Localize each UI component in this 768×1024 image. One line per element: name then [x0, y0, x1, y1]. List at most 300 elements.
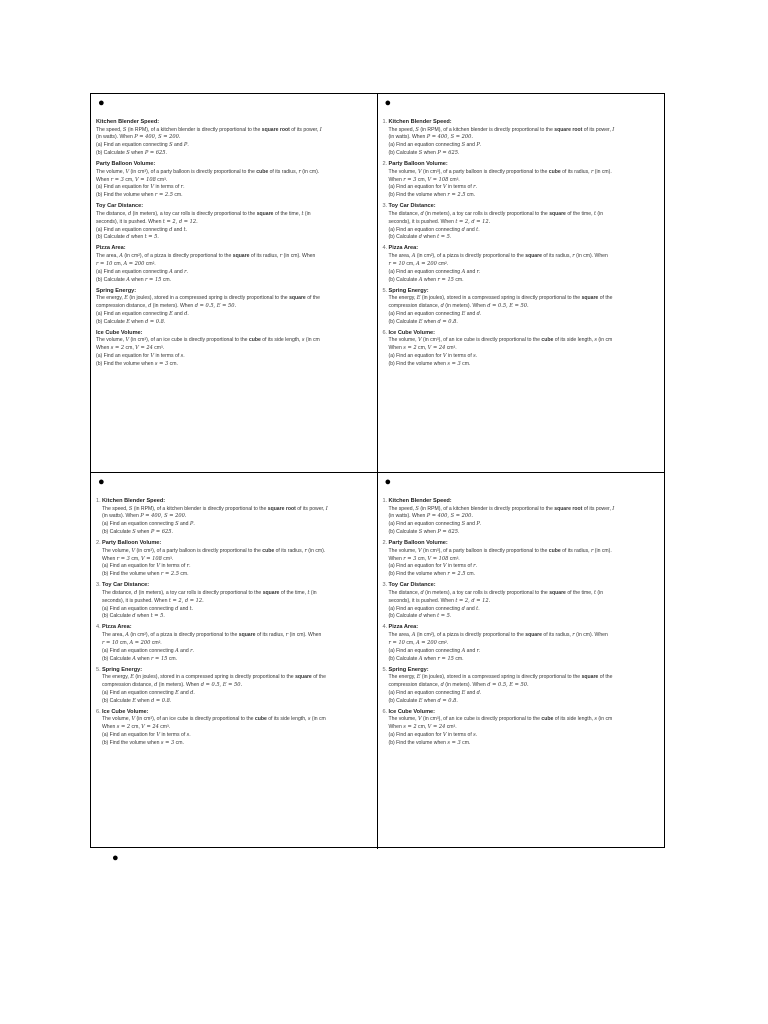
text-run: .: [163, 613, 165, 620]
text-run: when: [422, 276, 438, 283]
text-run: The speed,: [388, 126, 416, 133]
problem-number: 5.: [382, 287, 388, 294]
problem-title: [96, 666, 377, 675]
problem-title: [382, 287, 665, 296]
math-expression: V: [125, 168, 130, 175]
text-run: (a) Find an equation connecting: [102, 689, 176, 696]
text-run: compression distance,: [96, 302, 149, 309]
problem-line: [389, 261, 665, 269]
text-run: When: [96, 345, 111, 352]
text-run: .: [193, 521, 195, 528]
math-expression: V: [150, 184, 155, 191]
cell-bullet: ●: [384, 97, 392, 109]
text-run: The volume,: [102, 716, 132, 723]
emphasis-text: square: [549, 589, 566, 596]
problem-item: [382, 161, 665, 200]
problem-title: [382, 329, 665, 338]
text-run: (a) Find an equation connecting: [96, 226, 170, 233]
math-expression: d: [154, 681, 158, 688]
problem-title: [382, 540, 665, 548]
problem-line: [102, 590, 377, 598]
problem-title-text: Kitchen Blender Speed:: [96, 119, 160, 125]
text-run: (in cm). When: [574, 252, 608, 259]
problem-item: [96, 624, 377, 663]
text-run: (in cm: [304, 337, 320, 344]
emphasis-text: square: [581, 674, 599, 680]
text-run: (a) Find an equation for: [388, 731, 443, 738]
text-run: (in: [309, 589, 317, 596]
text-run: .: [479, 647, 481, 654]
math-expression: r: [590, 547, 594, 554]
text-run: (in RPM), of a kitchen blender is directly proportional to the: [418, 126, 555, 133]
problem-line: [102, 521, 377, 529]
problem-line: [102, 513, 377, 521]
text-run: (in meters). When: [157, 681, 201, 688]
math-expression: d: [134, 589, 138, 596]
text-run: .: [479, 268, 481, 275]
problem-line: [96, 319, 377, 327]
problem-line: [96, 192, 377, 200]
text-run: in terms of: [446, 563, 474, 570]
problem-number: 1.: [382, 498, 388, 504]
text-run: in terms of: [446, 184, 474, 191]
problem-line: [389, 134, 665, 142]
text-run: cm,: [416, 724, 428, 731]
problem-line: [102, 606, 377, 614]
math-expression: s: [473, 352, 476, 359]
text-run: when: [422, 697, 438, 704]
problem-line: [389, 177, 665, 185]
text-run: (a) Find an equation connecting: [388, 689, 462, 696]
math-expression: A: [461, 647, 466, 654]
math-expression: E: [461, 689, 466, 696]
math-expression: s = 3: [154, 360, 169, 367]
problem-item: [96, 330, 377, 369]
text-run: when: [129, 150, 145, 157]
problem-title-text: Spring Energy:: [102, 666, 143, 673]
math-expression: d: [190, 689, 194, 696]
math-expression: t: [189, 605, 192, 612]
text-run: .: [457, 150, 460, 157]
problem-line: [96, 269, 377, 277]
text-run: (in cm). When: [282, 252, 316, 259]
text-run: when: [135, 529, 151, 536]
emphasis-text: square: [262, 589, 280, 596]
math-expression: V: [442, 563, 447, 570]
problem-line: [389, 556, 665, 564]
text-run: and: [178, 689, 191, 696]
text-run: of the time,: [279, 589, 308, 596]
problem-number: 1.: [382, 119, 388, 125]
text-run: and: [172, 226, 184, 233]
problem-line: [96, 361, 377, 369]
text-run: (a) Find an equation connecting: [388, 647, 462, 654]
math-expression: E: [175, 689, 179, 696]
math-expression: V = 24: [141, 724, 159, 731]
text-run: cm.: [161, 276, 172, 283]
problem-line: [389, 269, 665, 277]
text-run: cm,: [112, 260, 124, 267]
math-expression: t: [476, 226, 479, 233]
text-run: and: [172, 268, 185, 275]
problem-item: [96, 666, 377, 706]
text-run: compression distance,: [388, 302, 441, 309]
math-expression: V: [442, 731, 447, 738]
problem-title: [96, 119, 377, 127]
problem-line: [389, 674, 665, 682]
text-run: (in RPM), of a kitchen blender is directly proportional to the: [126, 126, 262, 133]
text-run: When: [388, 345, 404, 352]
text-run: .: [479, 310, 482, 317]
worksheet-cell-top-left: [91, 94, 378, 473]
text-run: (in cm³), of a party balloon is directly proportional to the: [129, 168, 257, 175]
text-run: .: [475, 731, 478, 738]
text-run: cm³.: [155, 176, 168, 183]
math-expression: r = 15: [151, 655, 168, 662]
text-run: when: [422, 529, 438, 536]
problem-number: 6.: [96, 708, 101, 715]
text-run: (in cm).: [593, 547, 612, 554]
math-expression: V: [417, 337, 422, 344]
text-run: cm,: [416, 345, 428, 352]
problem-item: [382, 329, 665, 369]
problem-line: [389, 740, 665, 748]
text-run: cm.: [168, 360, 178, 367]
problem-line: [389, 590, 665, 598]
text-run: (b) Calculate: [102, 655, 133, 662]
text-run: of its side length,: [553, 337, 595, 344]
text-run: (b) Calculate: [102, 529, 133, 536]
text-run: (b) Calculate: [388, 613, 419, 620]
text-run: of its power,: [582, 505, 613, 512]
problem-line: [96, 234, 377, 242]
text-run: (b) Find the volume when: [388, 739, 448, 746]
text-run: (b) Calculate: [96, 276, 127, 283]
problem-line: [389, 548, 665, 556]
text-run: The volume,: [96, 337, 126, 344]
problem-number: 4.: [382, 624, 388, 631]
text-run: (b) Calculate: [96, 234, 127, 241]
problem-title: [96, 245, 377, 253]
problem-title-text: Ice Cube Volume:: [102, 708, 149, 715]
problem-title: [382, 666, 665, 675]
math-expression: A: [119, 252, 123, 259]
problem-item: [96, 288, 377, 327]
math-expression: I: [325, 505, 328, 512]
math-expression: d = 0.8: [145, 318, 164, 325]
problem-title: [382, 119, 665, 127]
math-expression: r: [279, 252, 283, 259]
worksheet-cell-bottom-left: [91, 473, 378, 849]
math-expression: E: [169, 310, 173, 317]
text-run: cm.: [174, 739, 184, 746]
math-expression: r = 10: [102, 639, 119, 646]
math-expression: r = 2.5: [447, 192, 466, 199]
math-expression: r = 3: [116, 555, 130, 562]
text-run: seconds), it is pushed. When: [388, 597, 456, 604]
math-expression: s: [307, 716, 311, 723]
math-expression: E: [418, 318, 423, 325]
problem-title-text: Spring Energy:: [388, 666, 429, 673]
math-expression: S: [132, 529, 136, 536]
text-run: cm.: [465, 571, 476, 578]
text-run: (in cm).: [593, 168, 612, 175]
math-expression: r: [190, 647, 193, 654]
math-expression: A: [126, 276, 130, 283]
text-run: (in meters), a toy car rolls is directly proportional to the: [423, 210, 550, 217]
math-expression: d: [418, 613, 423, 620]
problem-line: [389, 513, 665, 521]
text-run: cm³.: [161, 555, 174, 562]
math-expression: V: [131, 547, 136, 554]
text-run: (b) Calculate: [388, 529, 419, 536]
trailing-bullet: ●: [112, 852, 119, 864]
math-expression: t: [476, 605, 479, 612]
text-run: .: [456, 697, 458, 704]
problem-line: [389, 640, 665, 648]
problem-line: [389, 277, 665, 285]
math-expression: S: [175, 521, 179, 528]
emphasis-text: cube: [248, 337, 261, 344]
text-run: when: [422, 318, 438, 325]
text-run: seconds), it is pushed. When: [102, 597, 169, 604]
text-run: of its radius,: [560, 168, 591, 175]
math-expression: s = 2: [403, 724, 417, 731]
emphasis-text: square: [525, 252, 542, 259]
problem-line: [389, 521, 665, 529]
math-expression: r = 10: [388, 260, 405, 267]
text-run: The volume,: [102, 547, 132, 554]
problem-line: [96, 177, 377, 185]
problem-line: [389, 303, 665, 311]
text-run: (in watts). When: [102, 513, 141, 520]
problem-item: [96, 119, 377, 158]
problem-line: [102, 740, 377, 748]
problem-line: [389, 571, 665, 579]
math-expression: A: [175, 647, 179, 654]
problem-line: [389, 211, 665, 219]
text-run: When: [102, 724, 117, 731]
text-run: (a) Find an equation connecting: [102, 521, 176, 528]
math-expression: S: [461, 521, 466, 528]
text-run: .: [475, 184, 478, 191]
math-expression: s = 3: [447, 739, 461, 746]
text-run: The area,: [96, 252, 120, 259]
math-expression: d: [126, 234, 130, 241]
math-expression: d: [476, 689, 480, 696]
text-run: .: [189, 563, 191, 570]
text-run: of the: [305, 295, 320, 301]
problem-line: [102, 716, 377, 724]
problem-line: [102, 632, 377, 640]
text-run: .: [475, 352, 478, 359]
problem-line: [389, 648, 665, 656]
math-expression: P: [476, 142, 480, 149]
problem-line: [102, 690, 377, 698]
text-run: (b) Calculate: [388, 150, 419, 157]
text-run: (in cm²), of a pizza is directly proportional to the: [415, 631, 526, 638]
problem-title-text: Pizza Area:: [388, 245, 419, 252]
math-expression: E: [130, 674, 134, 680]
problem-title-text: Toy Car Distance:: [388, 203, 436, 210]
text-run: The volume,: [388, 168, 418, 175]
math-expression: E: [416, 674, 421, 680]
problem-number: 2.: [96, 540, 101, 547]
math-expression: r: [304, 547, 307, 554]
text-run: of its power,: [582, 126, 613, 133]
text-run: The distance,: [388, 210, 421, 217]
text-run: The energy,: [96, 295, 125, 301]
problem-line: [102, 724, 377, 732]
math-expression: V = 24: [427, 724, 446, 731]
text-run: of the time,: [565, 210, 594, 217]
problem-line: [389, 506, 665, 514]
math-expression: r = 2.5: [160, 571, 179, 578]
text-run: The area,: [388, 631, 412, 638]
problem-line: [102, 548, 377, 556]
problem-line: [102, 698, 377, 706]
worksheet-cell-top-right: [378, 94, 665, 473]
text-run: When: [388, 724, 404, 731]
math-expression: A = 200: [415, 260, 437, 267]
text-run: when: [422, 655, 438, 662]
math-expression: V: [131, 716, 136, 723]
text-run: .: [189, 731, 191, 738]
math-expression: V = 24: [427, 345, 446, 352]
text-run: .: [457, 529, 460, 536]
problem-number: 6.: [382, 708, 388, 715]
text-run: The speed,: [96, 126, 123, 133]
problem-line: [389, 353, 665, 361]
problem-number: 4.: [382, 245, 388, 252]
math-expression: r: [476, 647, 480, 654]
text-run: (in joules), stored in a compressed spring is directly proportional to the: [127, 295, 290, 301]
problem-line: [96, 134, 377, 142]
emphasis-text: square: [238, 631, 256, 638]
problem-number: 3.: [96, 582, 101, 589]
math-expression: S: [461, 142, 466, 149]
problem-list: [383, 119, 665, 369]
text-run: (in cm³), of a party balloon is directly proportional to the: [421, 547, 549, 554]
text-run: The volume,: [388, 547, 418, 554]
text-run: .: [479, 142, 482, 149]
problem-title: [96, 540, 377, 548]
text-run: (in cm³), of an ice cube is directly proportional to the: [129, 337, 249, 344]
text-run: (in RPM), of a kitchen blender is directly proportional to the: [418, 505, 555, 512]
math-expression: d = 0.5, E = 50.: [487, 302, 529, 309]
text-run: The speed,: [388, 505, 416, 512]
math-expression: E: [124, 295, 128, 301]
text-run: (b) Calculate: [388, 655, 419, 662]
text-run: (a) Find an equation connecting: [388, 310, 462, 317]
text-run: The energy,: [388, 674, 417, 680]
problem-item: [382, 203, 665, 242]
problem-line: [389, 682, 665, 690]
problem-number: 3.: [382, 203, 388, 210]
text-run: cm².: [436, 260, 449, 267]
problem-line: [102, 674, 377, 682]
text-run: (in cm: [596, 337, 613, 344]
problem-item: [382, 582, 665, 621]
text-run: when: [135, 655, 151, 662]
text-run: The volume,: [96, 168, 126, 175]
math-expression: A: [411, 631, 416, 638]
problem-line: [96, 353, 377, 361]
problem-title-text: Pizza Area:: [102, 624, 132, 631]
problem-line: [102, 563, 377, 571]
text-run: cm².: [436, 639, 449, 646]
text-run: when: [136, 697, 152, 704]
text-run: cm,: [416, 555, 428, 562]
math-expression: V: [150, 352, 155, 359]
math-expression: V: [156, 731, 161, 738]
text-run: (in cm: [596, 716, 613, 723]
problem-number: 4.: [96, 624, 101, 631]
problem-title: [96, 288, 377, 296]
text-run: in terms of: [160, 563, 187, 570]
problem-item: [382, 624, 665, 663]
problem-line: [96, 253, 377, 261]
text-run: (in: [303, 210, 311, 217]
math-expression: S: [418, 150, 423, 157]
problem-line: [389, 219, 665, 227]
problem-line: [389, 598, 665, 606]
math-expression: d: [184, 310, 188, 317]
text-run: cm².: [150, 639, 162, 646]
problem-title-text: Spring Energy:: [388, 287, 429, 294]
text-run: .: [478, 226, 480, 233]
text-run: .: [187, 310, 189, 317]
problem-title-text: Ice Cube Volume:: [388, 708, 436, 715]
text-run: (b) Calculate: [102, 613, 133, 620]
text-run: (in cm²), of a pizza is directly proportional to the: [122, 252, 233, 259]
text-run: (b) Calculate: [96, 318, 127, 325]
text-run: cm,: [123, 176, 135, 183]
text-run: .: [478, 605, 480, 612]
math-expression: r: [572, 252, 575, 259]
math-expression: S: [128, 505, 133, 512]
problem-title: [382, 245, 665, 253]
text-run: (in meters). When: [151, 302, 195, 309]
math-expression: V = 108: [427, 176, 449, 183]
problem-line: [96, 169, 377, 177]
math-expression: d = 0.8: [437, 318, 457, 325]
text-run: .: [187, 142, 189, 149]
problem-title-text: Ice Cube Volume:: [96, 329, 143, 336]
text-run: (in meters), a toy car rolls is directly proportional to the: [131, 210, 257, 217]
problem-line: [96, 184, 377, 192]
math-expression: P: [476, 521, 480, 528]
problem-number: 2.: [382, 540, 388, 547]
emphasis-text: cube: [548, 547, 561, 554]
text-run: of the time,: [273, 210, 302, 217]
text-run: and: [465, 142, 477, 149]
math-expression: A = 200: [123, 260, 145, 267]
problem-item: [96, 708, 377, 748]
problem-line: [96, 227, 377, 235]
emphasis-text: square: [232, 252, 250, 259]
problem-line: [389, 632, 665, 640]
text-run: when: [422, 613, 438, 620]
math-expression: V = 108: [134, 176, 156, 183]
emphasis-text: square: [256, 210, 274, 217]
text-run: and: [172, 310, 185, 317]
text-run: of the: [311, 674, 326, 680]
text-run: (a) Find an equation connecting: [388, 226, 462, 233]
text-run: (in meters). When: [443, 302, 488, 309]
emphasis-text: square root: [267, 505, 296, 512]
text-run: and: [172, 142, 184, 149]
